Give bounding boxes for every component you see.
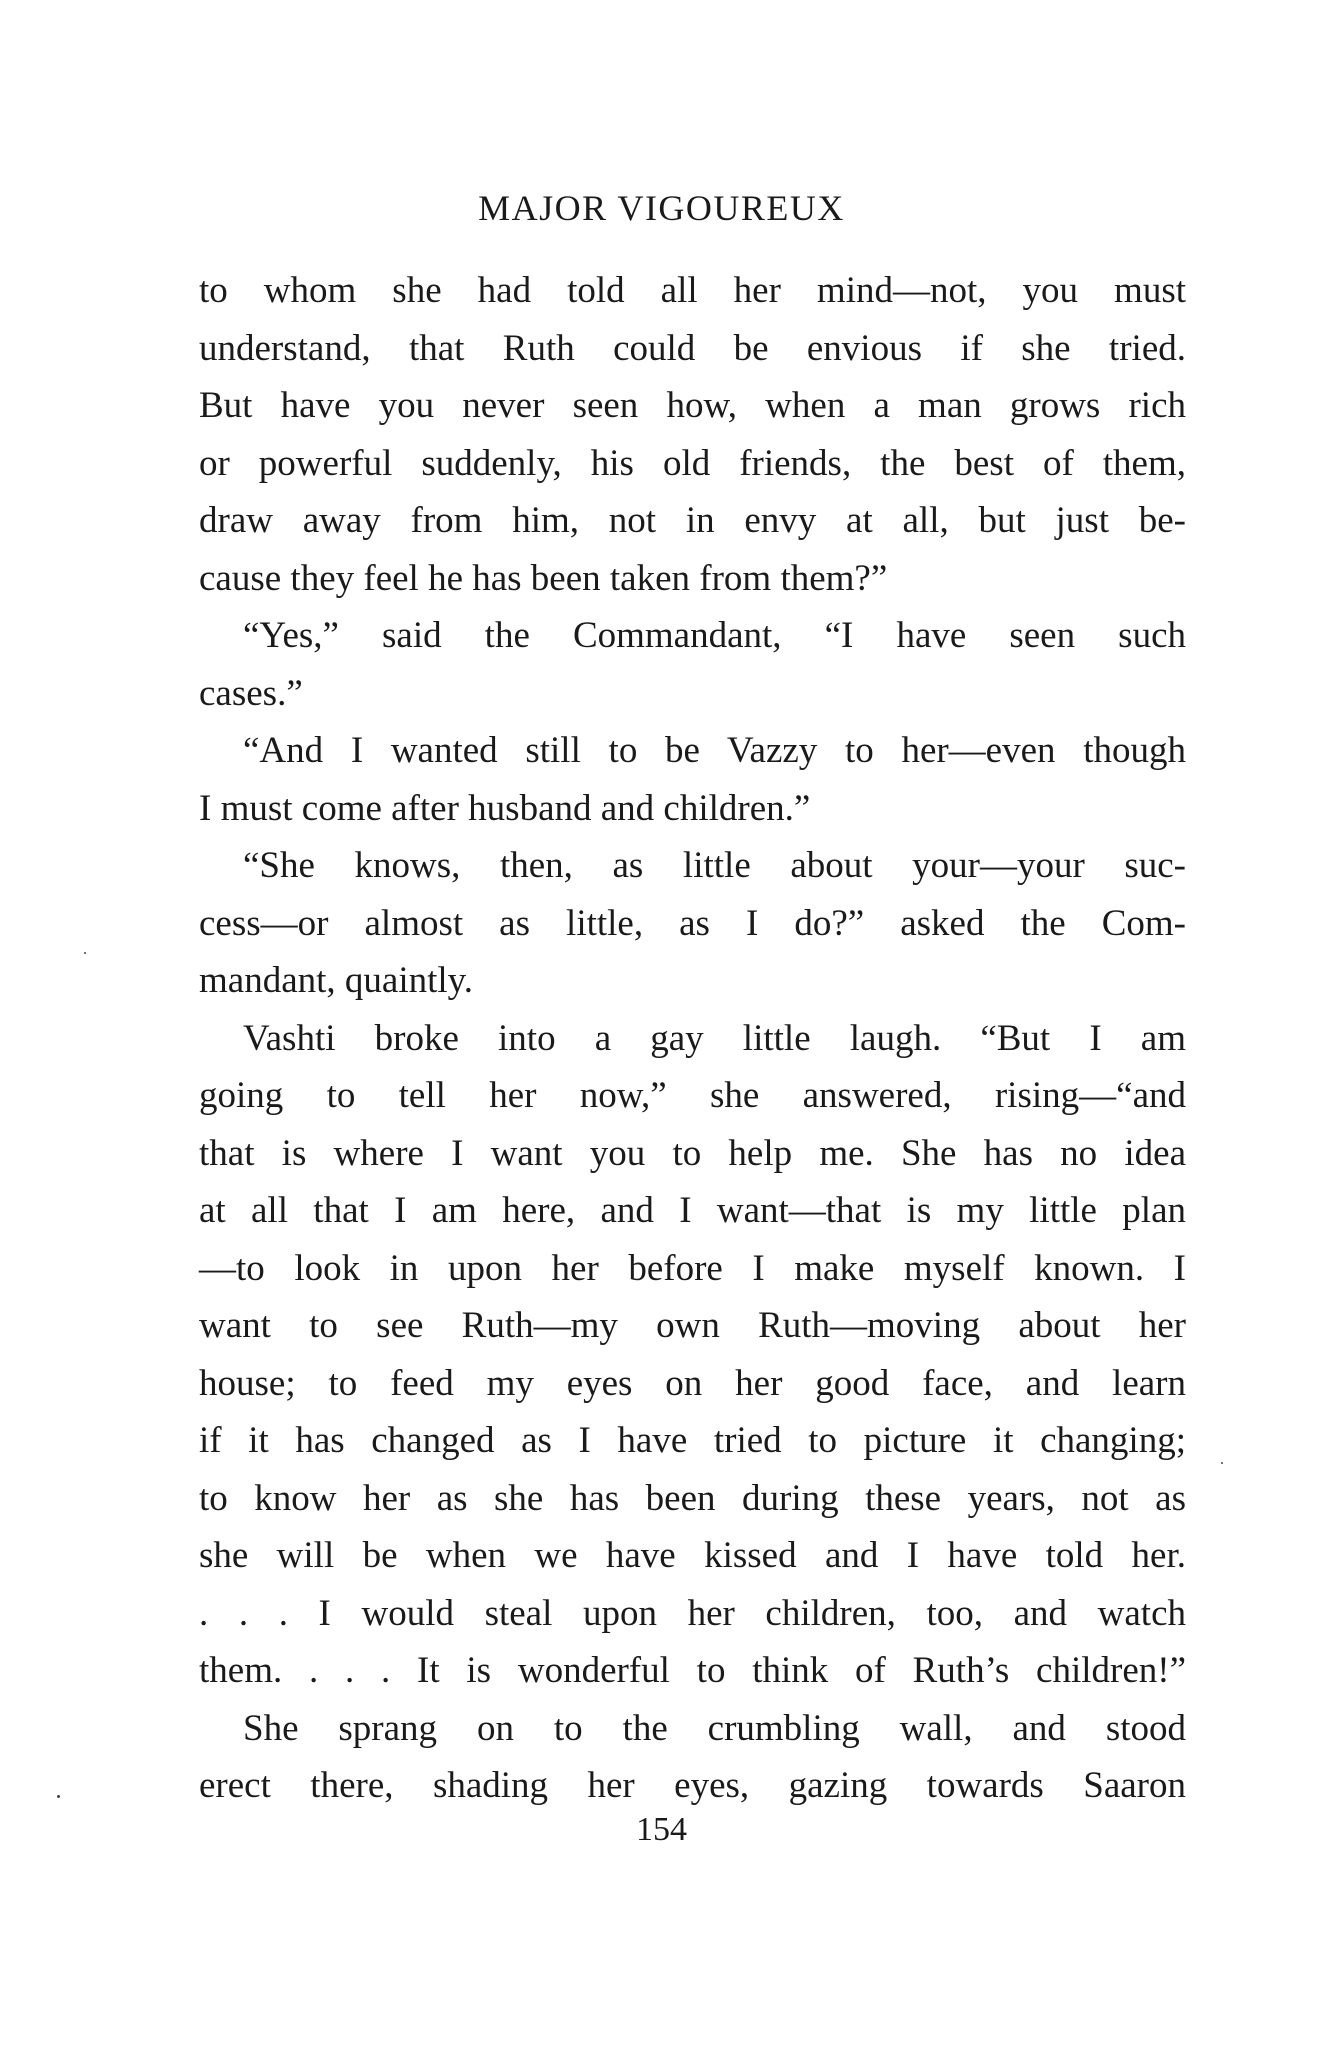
text-line: at all that I am here, and I want—that is my little plan xyxy=(199,1190,1186,1231)
text-line: draw away from him, not in envy at all, but just be- xyxy=(199,500,1186,541)
text-line: that is where I want you to help me. She has no idea xyxy=(199,1132,1186,1174)
text-line: or powerful suddenly, his old friends, the best of them, xyxy=(199,442,1186,484)
text-line: to whom she had told all her mind—not, you must xyxy=(199,270,1186,311)
text-line: mandant, quaintly. xyxy=(199,960,474,1001)
text-line: erect there, shading her eyes, gazing towards Saaron xyxy=(199,1765,1186,1806)
paper-speck xyxy=(1221,1462,1223,1464)
text-line: want to see Ruth—my own Ruth—moving about her xyxy=(199,1305,1186,1346)
text-line: cause they feel he has been taken from them?” xyxy=(199,557,888,599)
text-line: to know her as she has been during these years, not as xyxy=(199,1477,1186,1519)
text-line: she will be when we have kissed and I have told her. xyxy=(199,1535,1186,1576)
text-line: She sprang on to the crumbling wall, and stood xyxy=(243,1707,1186,1749)
text-line: —to look in upon her before I make myself known. I xyxy=(199,1247,1186,1289)
paper-speck xyxy=(84,952,86,954)
running-head: MAJOR VIGOUREUX xyxy=(478,188,845,228)
paper-speck xyxy=(57,1795,60,1798)
text-line: “And I wanted still to be Vazzy to her—even though xyxy=(243,730,1186,771)
text-line: understand, that Ruth could be envious if she tried. xyxy=(199,327,1186,369)
text-line: cases.” xyxy=(199,672,303,714)
text-line: house; to feed my eyes on her good face, and learn xyxy=(199,1362,1186,1404)
text-line: going to tell her now,” she answered, rising—“and xyxy=(199,1075,1186,1116)
body-text xyxy=(199,262,1186,1815)
page-number: 154 xyxy=(636,1811,687,1848)
text-line: if it has changed as I have tried to picture it changing; xyxy=(199,1420,1186,1461)
text-line: But have you never seen how, when a man grows rich xyxy=(199,385,1186,426)
text-line: Vashti broke into a gay little laugh. “But I am xyxy=(243,1017,1186,1059)
text-line: . . . I would steal upon her children, too, and watch xyxy=(199,1592,1186,1634)
text-line: cess—or almost as little, as I do?” asked the Com- xyxy=(199,902,1186,944)
text-line: “Yes,” said the Commandant, “I have seen such xyxy=(243,615,1186,656)
text-line: them. . . . It is wonderful to think of Ruth’s children!” xyxy=(199,1650,1186,1691)
text-line: I must come after husband and children.” xyxy=(199,787,811,829)
text-line: “She knows, then, as little about your—your suc- xyxy=(243,845,1186,886)
